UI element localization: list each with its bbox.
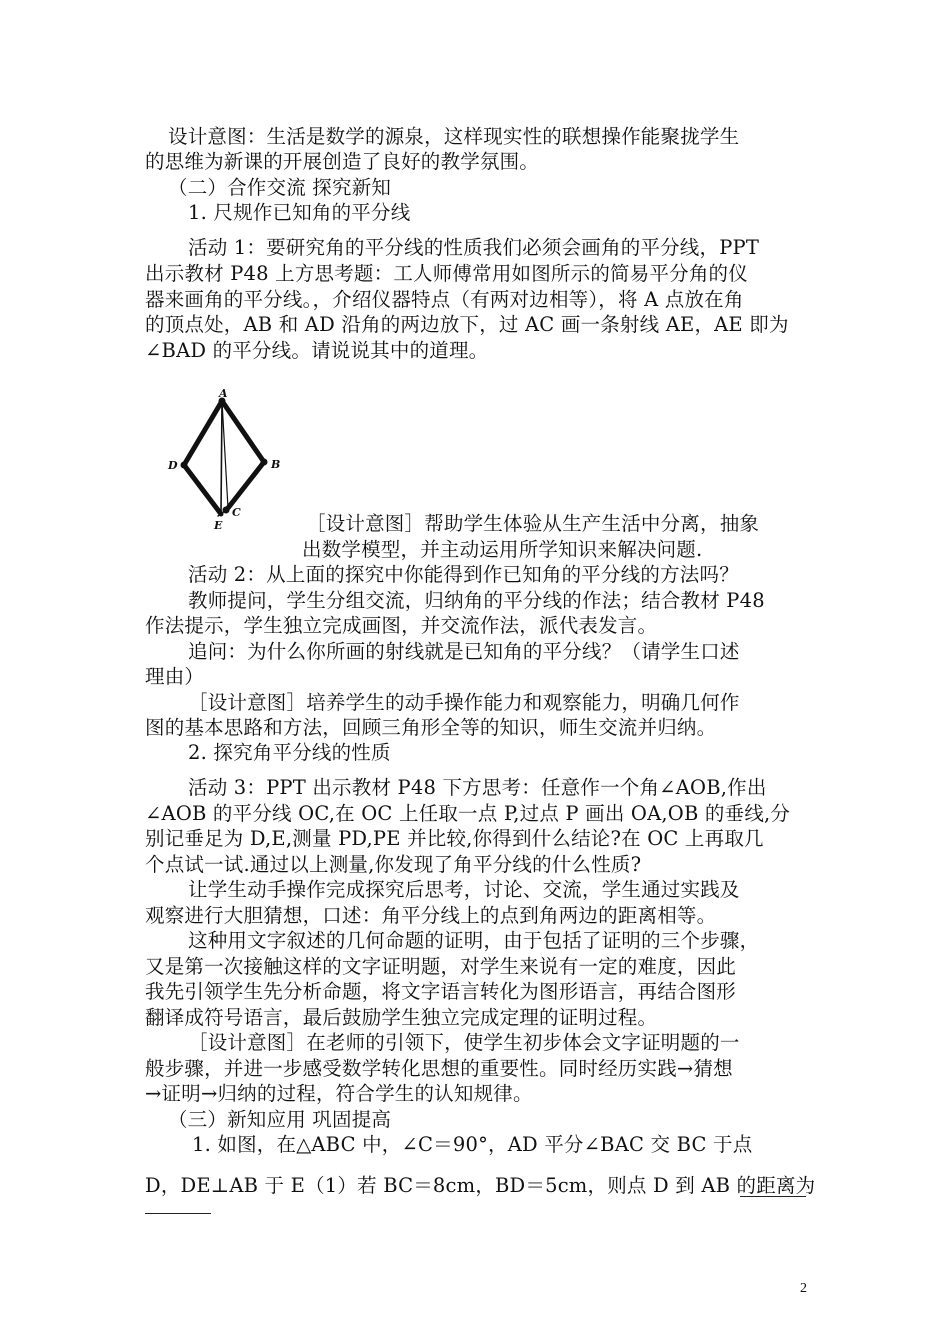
text-line: 作法提示，学生独立完成画图，并交流作法，派代表发言。 (145, 614, 658, 637)
text-line: 个点试一试.通过以上测量,你发现了角平分线的什么性质? (145, 853, 642, 876)
design-intent-note: 出数学模型，并主动运用所学知识来解决问题. (302, 538, 703, 561)
subsection-heading: 2. 探究角平分线的性质 (188, 741, 391, 764)
exercise-text: 1. 如图，在△ABC 中，∠C＝90°，AD 平分∠BAC 交 BC 于点 (192, 1133, 753, 1156)
text-line: ∠AOB 的平分线 OC,在 OC 上任取一点 P,过点 P 画出 OA,OB 的垂线,分 (145, 802, 791, 825)
page-number: 2 (800, 1281, 807, 1296)
text-line: 让学生动手操作完成探究后思考，讨论、交流，学生通过实践及 (188, 878, 740, 901)
figure-label-d: D (168, 459, 178, 472)
figure-label-b: B (271, 458, 281, 471)
text-line: 活动 1：要研究角的平分线的性质我们必须会画角的平分线，PPT (188, 236, 760, 259)
text-line: 观察进行大胆猜想，口述：角平分线上的点到角两边的距离相等。 (145, 904, 717, 927)
text-line: 追问：为什么你所画的射线就是已知角的平分线？（请学生口述 (188, 640, 740, 663)
text-line: 设计意图：生活是数学的源泉，这样现实性的联想操作能聚拢学生 (168, 125, 740, 148)
text-line: 我先引领学生先分析命题，将文字语言转化为图形语言，再结合图形 (145, 980, 737, 1003)
angle-bisector-instrument-figure (160, 388, 300, 533)
text-line: 翻译成符号语言，最后鼓励学生独立完成定理的证明过程。 (145, 1006, 658, 1029)
figure-label-c: C (232, 506, 241, 519)
text-line: ［设计意图］在老师的引领下，使学生初步体会文字证明题的一 (188, 1031, 740, 1054)
text-line: 出示教材 P48 上方思考题：工人师傅常用如图所示的简易平分角的仪 (145, 262, 748, 285)
text-line: ［设计意图］培养学生的动手操作能力和观察能力，明确几何作 (188, 691, 740, 714)
text-line: 的思维为新课的开展创造了良好的教学氛围。 (145, 150, 540, 173)
text-line: 的顶点处，AB 和 AD 沿角的两边放下，过 AC 画一条射线 AE，AE 即为 (145, 313, 789, 336)
design-intent-note: ［设计意图］帮助学生体验从生产生活中分离，抽象 (306, 512, 760, 535)
text-line: 图的基本思路和方法，回顾三角形全等的知识，师生交流并归纳。 (145, 716, 717, 739)
text-line: 活动 2：从上面的探究中你能得到作已知角的平分线的方法吗？ (188, 563, 739, 586)
figure-label-e: E (214, 519, 223, 532)
text-line: 般步骤，并进一步感受数学转化思想的重要性。同时经历实践→猜想 (145, 1057, 733, 1080)
subsection-heading: 1. 尺规作已知角的平分线 (188, 201, 411, 224)
text-line: 又是第一次接触这样的文字证明题，对学生来说有一定的难度，因此 (145, 955, 737, 978)
answer-blank (740, 1196, 806, 1197)
answer-blank-continued (145, 1213, 211, 1214)
text-line: →证明→归纳的过程，符合学生的认知规律。 (145, 1082, 533, 1105)
text-line: 别记垂足为 D,E,测量 PD,PE 并比较,你得到什么结论?在 OC 上再取几 (145, 827, 764, 850)
figure-label-a: A (219, 388, 228, 400)
text-line: 器来画角的平分线。，介绍仪器特点（有两对边相等），将 A 点放在角 (145, 288, 744, 311)
section-heading: （二）合作交流 探究新知 (168, 176, 392, 199)
text-line: 教师提问，学生分组交流，归纳角的平分线的作法；结合教材 P48 (188, 589, 765, 612)
text-line: 活动 3：PPT 出示教材 P48 下方思考：任意作一个角∠AOB,作出 (188, 776, 767, 799)
text-line: 理由） (145, 665, 205, 688)
exercise-text: D，DE⊥AB 于 E（1）若 BC＝8cm，BD＝5cm，则点 D 到 AB 的距离为 (145, 1174, 816, 1197)
text-line: 这种用文字叙述的几何命题的证明，由于包括了证明的三个步骤， (188, 929, 760, 952)
text-line: ∠BAD 的平分线。请说说其中的道理。 (145, 339, 489, 362)
section-heading: （三）新知应用 巩固提高 (168, 1108, 392, 1131)
